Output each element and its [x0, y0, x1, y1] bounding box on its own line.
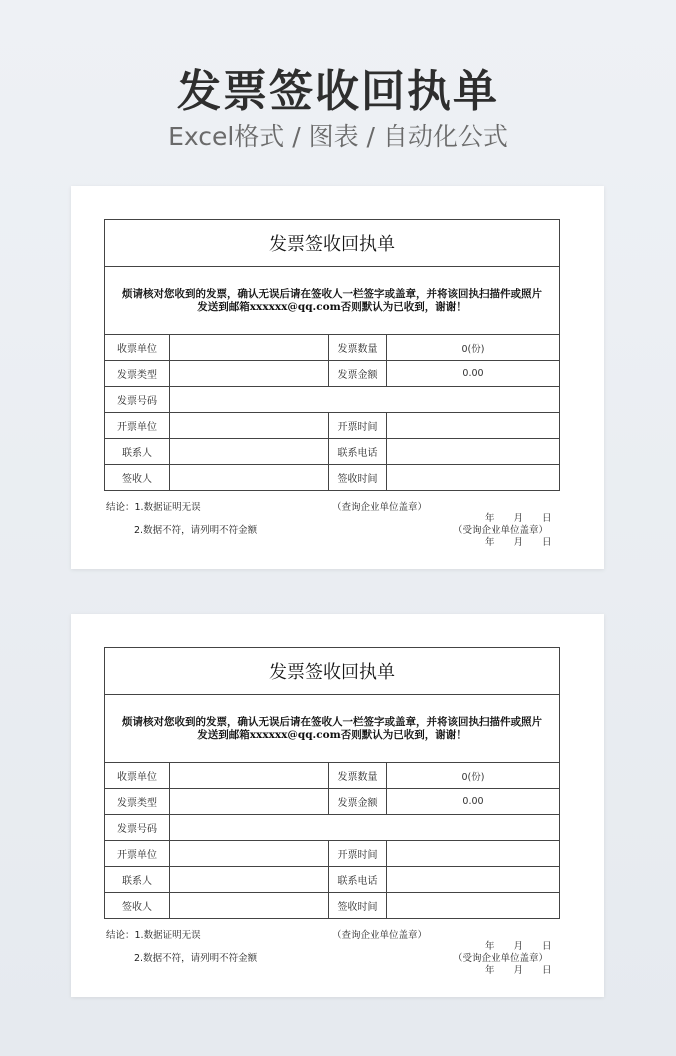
contact-phone-field[interactable]: [387, 867, 560, 893]
invoice-amount-value[interactable]: 0.00: [387, 361, 560, 387]
sign-time-label: 签收时间: [329, 893, 387, 919]
issuing-unit-label: 开票单位: [105, 841, 170, 867]
form-notice: [105, 267, 560, 335]
invoice-type-label: 发票类型: [105, 789, 170, 815]
form-notice: [105, 695, 560, 763]
contact-label: 联系人: [105, 439, 170, 465]
invoice-number-field[interactable]: [170, 387, 560, 413]
contact-phone-field[interactable]: [387, 439, 560, 465]
notice-line-1: 烦请核对您收到的发票，确认无误后请在签收人一栏签字或盖章，并将该回执扫描件或照片: [122, 715, 542, 728]
receiving-unit-label: 收票单位: [105, 335, 170, 361]
notice-line-2: 发送到邮箱xxxxxx@qq.com否则默认为已收到，谢谢！: [197, 300, 467, 313]
conclusion-1: 结论：1.数据证明无误: [106, 502, 201, 513]
page-title: 发票签收回执单: [177, 66, 499, 117]
receiving-unit-label: 收票单位: [105, 763, 170, 789]
receipt-sheet: [71, 614, 604, 997]
receipt-form: [104, 219, 560, 491]
stamp-queried: （受询企业单位盖章）: [453, 953, 549, 964]
receipt-form: [104, 647, 560, 919]
contact-phone-label: 联系电话: [329, 867, 387, 893]
invoice-amount-label: 发票金额: [329, 789, 387, 815]
signer-field[interactable]: [170, 893, 329, 919]
sign-time-field[interactable]: [387, 465, 560, 491]
contact-phone-label: 联系电话: [329, 439, 387, 465]
sign-time-field[interactable]: [387, 893, 560, 919]
notice-line-2: 发送到邮箱xxxxxx@qq.com否则默认为已收到，谢谢！: [197, 728, 467, 741]
date-line-1: 年 月 日: [485, 941, 552, 952]
contact-field[interactable]: [170, 439, 329, 465]
invoice-count-label: 发票数量: [329, 335, 387, 361]
issue-time-label: 开票时间: [329, 413, 387, 439]
issue-time-field[interactable]: [387, 841, 560, 867]
receipt-sheet: [71, 186, 604, 569]
conclusion-2: 2.数据不符，请列明不符金额: [134, 953, 258, 964]
receiving-unit-field[interactable]: [170, 335, 329, 361]
contact-field[interactable]: [170, 867, 329, 893]
date-line-1: 年 月 日: [485, 513, 552, 524]
invoice-number-label: 发票号码: [105, 815, 170, 841]
invoice-type-field[interactable]: [170, 789, 329, 815]
page-subtitle: Excel格式 / 图表 / 自动化公式: [168, 122, 508, 151]
invoice-count-label: 发票数量: [329, 763, 387, 789]
issue-time-field[interactable]: [387, 413, 560, 439]
stamp-querying: （查询企业单位盖章）: [332, 930, 428, 941]
sign-time-label: 签收时间: [329, 465, 387, 491]
signer-label: 签收人: [105, 465, 170, 491]
conclusion-2: 2.数据不符，请列明不符金额: [134, 525, 258, 536]
invoice-type-label: 发票类型: [105, 361, 170, 387]
invoice-type-field[interactable]: [170, 361, 329, 387]
date-line-2: 年 月 日: [485, 537, 552, 548]
receiving-unit-field[interactable]: [170, 763, 329, 789]
invoice-number-label: 发票号码: [105, 387, 170, 413]
issuing-unit-field[interactable]: [170, 841, 329, 867]
invoice-amount-value[interactable]: 0.00: [387, 789, 560, 815]
date-line-2: 年 月 日: [485, 965, 552, 976]
signer-field[interactable]: [170, 465, 329, 491]
stamp-queried: （受询企业单位盖章）: [453, 525, 549, 536]
issue-time-label: 开票时间: [329, 841, 387, 867]
issuing-unit-field[interactable]: [170, 413, 329, 439]
issuing-unit-label: 开票单位: [105, 413, 170, 439]
stamp-querying: （查询企业单位盖章）: [332, 502, 428, 513]
form-title: 发票签收回执单: [105, 648, 560, 695]
contact-label: 联系人: [105, 867, 170, 893]
form-title: 发票签收回执单: [105, 220, 560, 267]
invoice-count-value[interactable]: 0(份): [387, 335, 560, 361]
invoice-amount-label: 发票金额: [329, 361, 387, 387]
invoice-number-field[interactable]: [170, 815, 560, 841]
notice-line-1: 烦请核对您收到的发票，确认无误后请在签收人一栏签字或盖章，并将该回执扫描件或照片: [122, 287, 542, 300]
conclusion-1: 结论：1.数据证明无误: [106, 930, 201, 941]
invoice-count-value[interactable]: 0(份): [387, 763, 560, 789]
signer-label: 签收人: [105, 893, 170, 919]
